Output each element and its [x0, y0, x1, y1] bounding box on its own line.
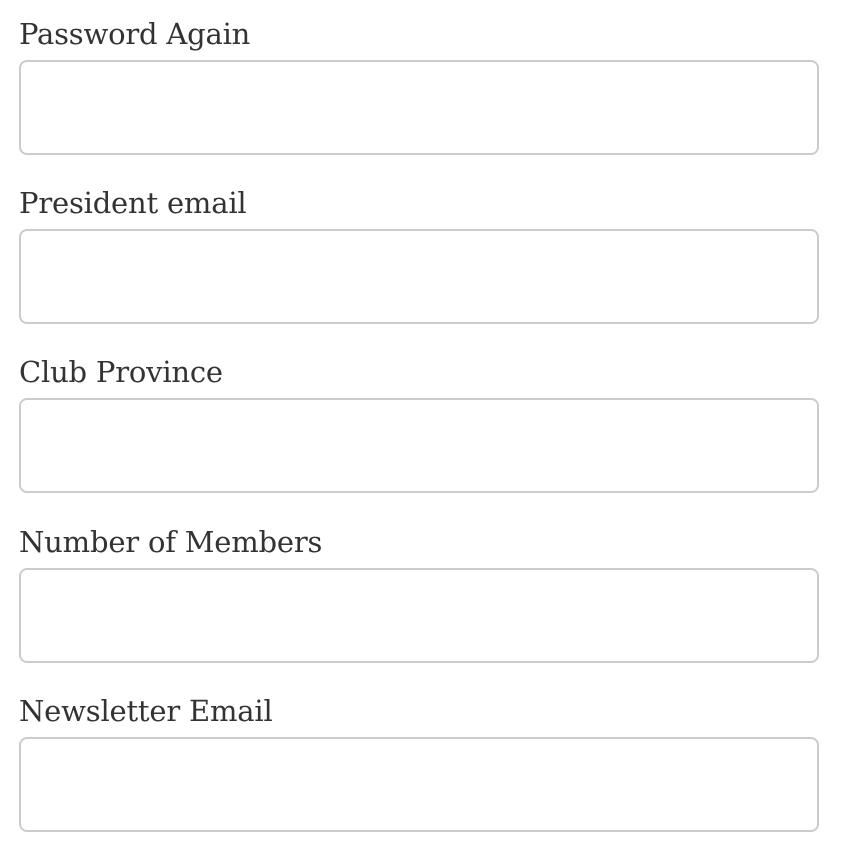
password-again-label: Password Again	[19, 17, 251, 51]
president-email-field-group	[19, 185, 819, 324]
club-province-input[interactable]	[19, 398, 819, 493]
newsletter-email-input[interactable]	[19, 737, 819, 832]
club-province-label: Club Province	[19, 355, 223, 389]
president-email-input[interactable]	[19, 229, 819, 324]
newsletter-email-field-group	[19, 693, 819, 832]
club-province-field-group	[19, 354, 819, 493]
password-again-input[interactable]	[19, 60, 819, 155]
number-of-members-input[interactable]	[19, 568, 819, 663]
president-email-label: President email	[19, 186, 247, 220]
newsletter-email-label: Newsletter Email	[19, 694, 273, 728]
password-again-field-group	[19, 16, 819, 155]
number-of-members-field-group	[19, 524, 819, 663]
number-of-members-label: Number of Members	[19, 525, 323, 559]
